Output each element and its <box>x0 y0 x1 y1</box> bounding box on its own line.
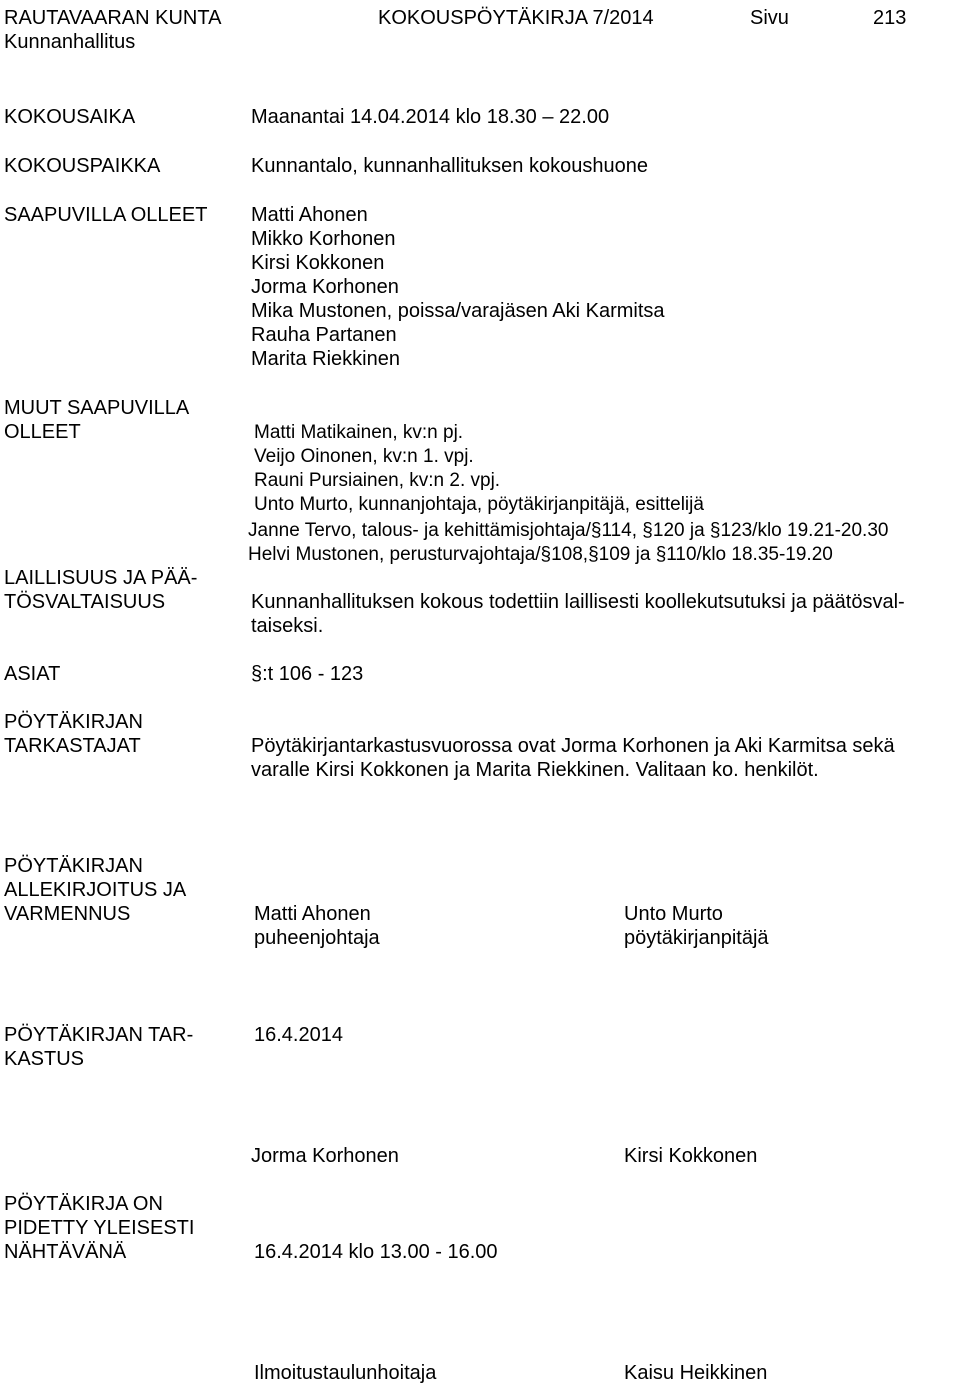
list-item: Rauni Pursiainen, kv:n 2. vpj. <box>254 470 501 491</box>
present-members-list <box>251 203 665 371</box>
meeting-time-label: KOKOUSAIKA <box>4 106 136 128</box>
review-label: PÖYTÄKIRJAN TAR- KASTUS <box>4 1024 194 1070</box>
public-display-label: PÖYTÄKIRJA ON PIDETTY YLEISESTI NÄHTÄVÄNÄ <box>4 1193 195 1263</box>
list-item: Jorma Korhonen <box>251 276 399 298</box>
list-item: Mika Mustonen, poissa/varajäsen Aki Karmitsa <box>251 300 665 322</box>
document-title: KOKOUSPÖYTÄKIRJA 7/2014 <box>378 7 654 29</box>
page-label: Sivu <box>750 7 789 29</box>
chair-signature <box>254 902 380 950</box>
organ-name: Kunnanhallitus <box>4 31 136 53</box>
reviewer-1-name: Jorma Korhonen <box>251 1145 399 1167</box>
review-date: 16.4.2014 <box>254 1024 343 1046</box>
signatures-label: PÖYTÄKIRJAN ALLEKIRJOITUS JA VARMENNUS <box>4 855 187 925</box>
items-label: ASIAT <box>4 663 61 685</box>
list-item: Mikko Korhonen <box>251 228 396 250</box>
items-value: §:t 106 - 123 <box>251 663 364 685</box>
list-item: Marita Riekkinen <box>251 348 400 370</box>
list-item: Matti Matikainen, kv:n pj. <box>254 422 464 443</box>
board-keeper-label: Ilmoitustaulunhoitaja <box>254 1362 437 1384</box>
public-display-value: 16.4.2014 klo 13.00 - 16.00 <box>254 1241 498 1263</box>
meeting-place-label: KOKOUSPAIKKA <box>4 155 161 177</box>
page-number: 213 <box>873 7 907 29</box>
others-present-label: MUUT SAAPUVILLA OLLEET <box>4 397 190 443</box>
reviewer-2-name: Kirsi Kokkonen <box>624 1145 758 1167</box>
legality-text: Kunnanhallituksen kokous todettiin laillisesti koollekutsutuksi ja päätösval- taiseksi. <box>251 591 905 637</box>
secretary-name: Unto Murto <box>624 903 723 925</box>
others-present-list-cont <box>248 519 888 567</box>
list-item: Helvi Mustonen, perusturvajohtaja/§108,§109 ja §110/klo 18.35-19.20 <box>248 544 833 565</box>
chair-role: puheenjohtaja <box>254 927 380 949</box>
list-item: Janne Tervo, talous- ja kehittämisjohtaja/§114, §120 ja §123/klo 19.21-20.30 <box>248 520 889 541</box>
list-item: Kirsi Kokkonen <box>251 252 385 274</box>
present-label: SAAPUVILLA OLLEET <box>4 204 208 226</box>
meeting-place-value: Kunnantalo, kunnanhallituksen kokoushuone <box>251 155 648 177</box>
secretary-role: pöytäkirjanpitäjä <box>624 927 769 949</box>
secretary-signature <box>624 902 769 950</box>
list-item: Rauha Partanen <box>251 324 397 346</box>
legality-label: LAILLISUUS JA PÄÄ- TÖSVALTAISUUS <box>4 567 198 613</box>
others-present-list <box>254 421 704 517</box>
list-item: Veijo Oinonen, kv:n 1. vpj. <box>254 446 474 467</box>
list-item: Matti Ahonen <box>251 204 368 226</box>
municipality-name: RAUTAVAARAN KUNTA <box>4 7 222 29</box>
chair-name: Matti Ahonen <box>254 903 371 925</box>
list-item: Unto Murto, kunnanjohtaja, pöytäkirjanpitäjä, esittelijä <box>254 494 704 515</box>
reviewers-text: Pöytäkirjantarkastusvuorossa ovat Jorma Korhonen ja Aki Karmitsa sekä varalle Kirsi Kokkonen ja Marita Riekkinen. Valitaan ko. henkilöt. <box>251 735 895 781</box>
reviewers-label: PÖYTÄKIRJAN TARKASTAJAT <box>4 711 143 757</box>
board-keeper-name: Kaisu Heikkinen <box>624 1362 768 1384</box>
meeting-time-value: Maanantai 14.04.2014 klo 18.30 – 22.00 <box>251 106 610 128</box>
